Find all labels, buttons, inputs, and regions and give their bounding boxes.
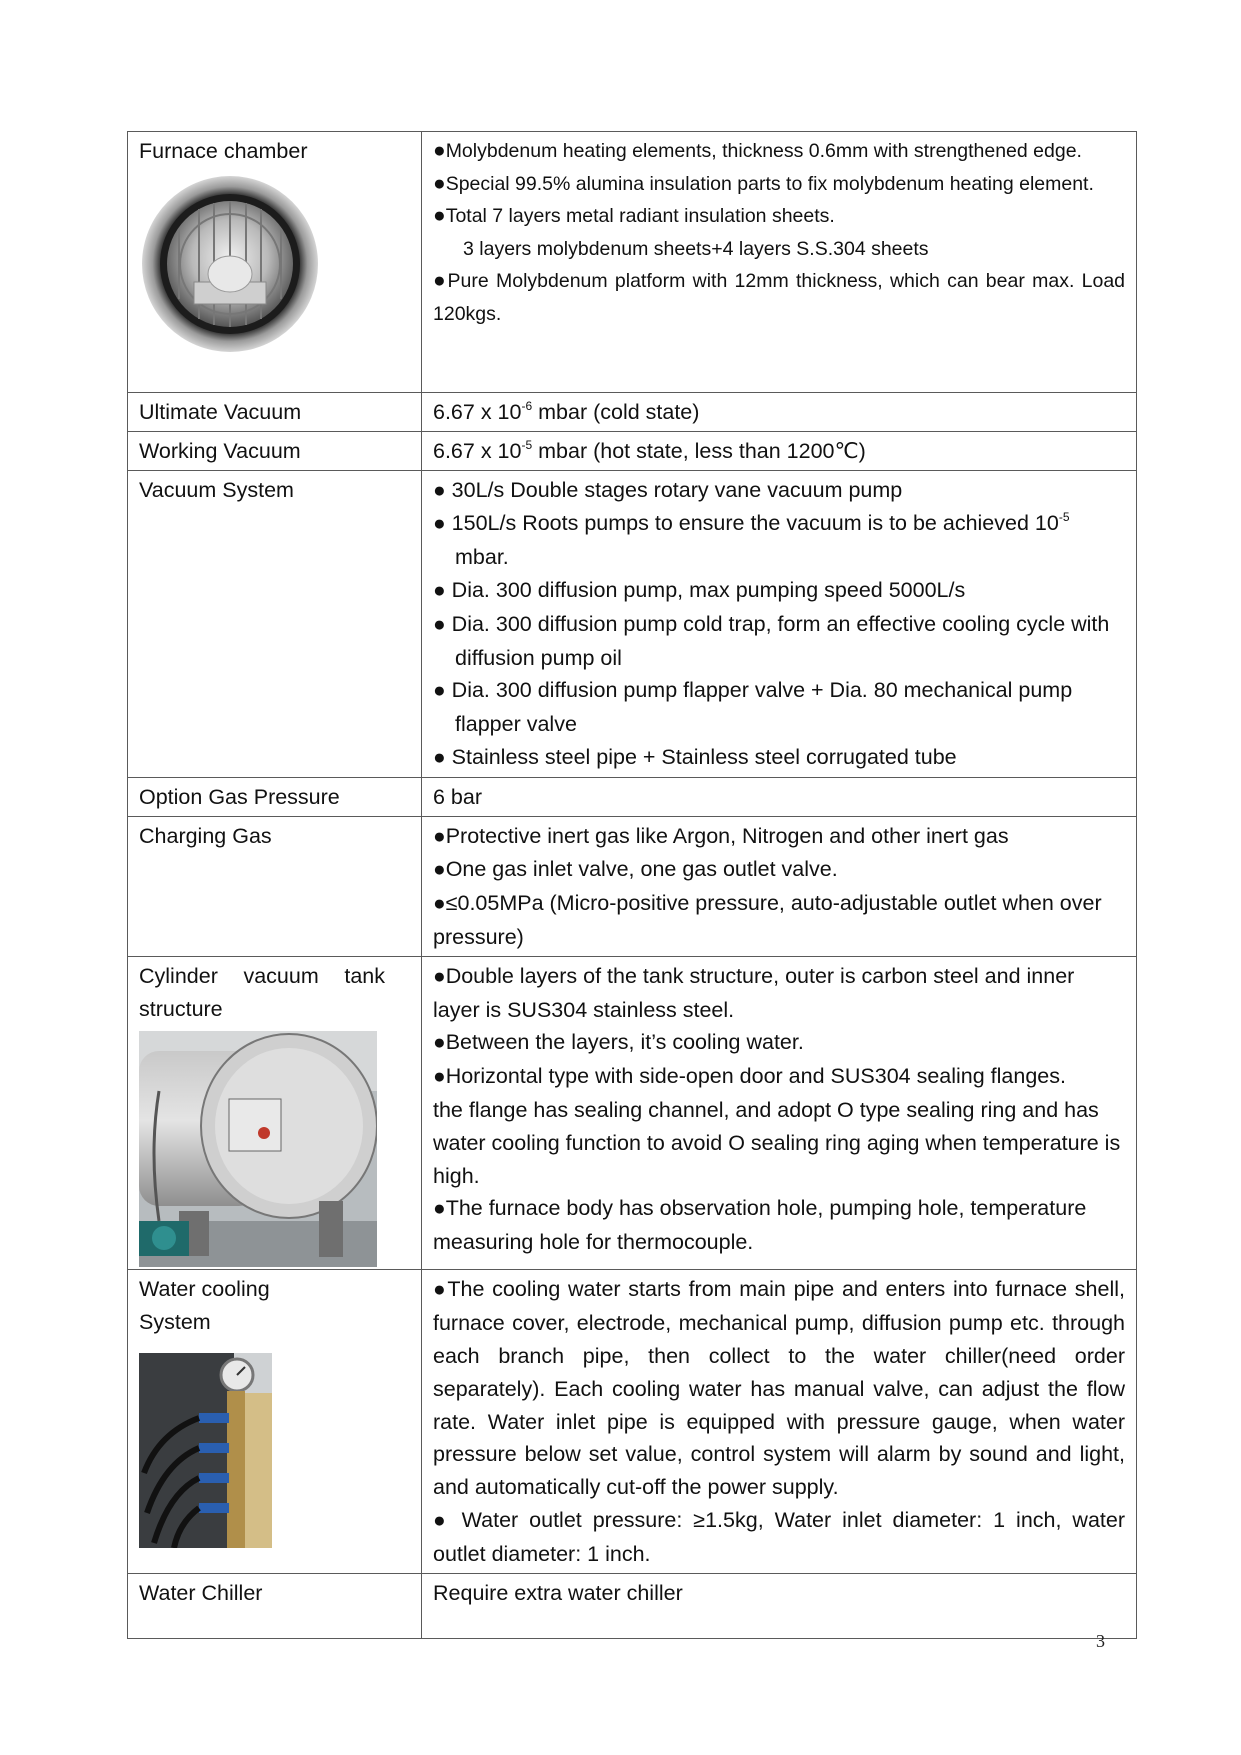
tank-item-3-detail: the flange has sealing channel, and adopt O type sealing ring and has water cooling function to avoid O sealing ring aging when temperature is high. [433, 1097, 1121, 1188]
option-gas-value: 6 bar [422, 777, 1137, 816]
table-row [128, 1573, 1137, 1638]
vacuum-item-3: ● Dia. 300 diffusion pump, max pumping speed 5000L/s [433, 577, 966, 602]
vacuum-item-5: ● Dia. 300 diffusion pump flapper valve + Dia. 80 mechanical pump flapper valve [433, 678, 1073, 737]
furnace-item-1: Molybdenum heating elements, thickness 0.6mm with strengthened edge. [445, 140, 1082, 162]
row-desc [422, 816, 1137, 956]
charging-item-3: ●≤0.05MPa (Micro-positive pressure, auto-adjustable outlet when over pressure) [433, 891, 1102, 949]
row-desc [422, 470, 1137, 777]
table-row [128, 816, 1137, 956]
tank-item-3: ●Horizontal type with side-open door and SUS304 sealing flanges. [433, 1064, 1066, 1089]
table-row [128, 393, 1137, 432]
table-row [128, 470, 1137, 777]
vacuum-item-1: ● 30L/s Double stages rotary vane vacuum pump [433, 477, 903, 502]
furnace-chamber-photo [139, 174, 321, 354]
table-row [128, 431, 1137, 470]
working-vacuum-value: 6.67 x $10^{-5}$ mbar (hot state, less than 1200℃) [422, 431, 1137, 470]
row-label [128, 1270, 422, 1573]
option-gas-label: Option Gas Pressure [128, 777, 422, 816]
table-row [128, 1270, 1137, 1573]
furnace-item-2: Special 99.5% alumina insulation parts to fix molybdenum heating element. [445, 172, 1094, 195]
vacuum-tank-photo [139, 1031, 377, 1267]
table-row [128, 956, 1137, 1270]
page-number: 3 [1096, 1631, 1105, 1651]
row-desc [422, 1270, 1137, 1573]
table-row [128, 777, 1137, 816]
cooling-item-2: ● Water outlet pressure: ≥1.5kg, Water inlet diameter: 1 inch, water outlet diameter: 1 inch. [433, 1507, 1126, 1566]
water-chiller-value: Require extra water chiller [422, 1573, 1137, 1638]
water-cooling-label-2: System [139, 1310, 211, 1335]
spec-table [127, 131, 1137, 1639]
cooling-item-1: ●The cooling water starts from main pipe and enters into furnace shell, furnace cover, electrode, mechanical pump, diffusion pump etc. through each branch pipe, then collect to the water chiller(need order separately). Each cooling water has manual valve, can adjust the flow rate. Water inlet pipe is equipped with pressure gauge, when water pressure below set value, control system will alarm by sound and light, and automatically cut-off the power supply. [433, 1277, 1125, 1500]
cylinder-label: Cylinder vacuum tank structure [139, 963, 385, 1021]
vacuum-item-6: ● Stainless steel pipe + Stainless steel corrugated tube [433, 744, 957, 769]
furnace-label: Furnace chamber [139, 139, 308, 163]
furnace-item-4: Pure Molybdenum platform with 12mm thickness, which can bear max. Load 120kgs. [433, 270, 1126, 325]
tank-item-2: ●Between the layers, it’s cooling water. [433, 1030, 804, 1055]
tank-item-4: ●The furnace body has observation hole, pumping hole, temperature measuring hole for thermocouple. [433, 1196, 1087, 1255]
water-manifold-photo [139, 1353, 272, 1548]
row-desc: ●Molybdenum heating elements, thickness 0.6mm with strengthened edge. ●Special 99.5% alumina insulation parts to fix molybdenum heating element. ●Total 7 layers metal radiant insulation sheets. 3 layers molybdenum sheets+4 layers S.S.304 sheets ●Pure Molybdenum platform with 12mm thickness, which can bear max. Load 120kgs. [422, 132, 1137, 393]
vacuum-item-2: ● 150L/s Roots pumps to ensure the vacuum is to be achieved $10^{-5}$ mbar. [433, 510, 1070, 570]
tank-item-1: ●Double layers of the tank structure, outer is carbon steel and inner layer is SUS304 stainless steel. [433, 963, 1075, 1022]
charging-item-1: ●Protective inert gas like Argon, Nitrogen and other inert gas [433, 823, 1009, 848]
working-vacuum-label: Working Vacuum [128, 431, 422, 470]
ultimate-vacuum-label: Ultimate Vacuum [128, 393, 422, 432]
vacuum-item-4: ● Dia. 300 diffusion pump cold trap, form an effective cooling cycle with diffusion pump oil [433, 611, 1110, 670]
row-label [128, 956, 422, 1270]
row-label [128, 132, 422, 393]
water-chiller-label: Water Chiller [128, 1573, 422, 1638]
water-cooling-label-1: Water cooling [139, 1277, 270, 1302]
table-row [128, 132, 1137, 393]
furnace-item-3: Total 7 layers metal radiant insulation sheets. [445, 205, 835, 228]
vacuum-system-label: Vacuum System [128, 470, 422, 777]
furnace-item-3-detail: 3 layers molybdenum sheets+4 layers S.S.304 sheets [463, 237, 929, 260]
ultimate-vacuum-value: 6.67 x $10^{-6}$ mbar (cold state) [422, 393, 1137, 432]
charging-item-2: ●One gas inlet valve, one gas outlet valve. [433, 857, 838, 882]
row-desc [422, 956, 1137, 1270]
charging-gas-label: Charging Gas [128, 816, 422, 956]
